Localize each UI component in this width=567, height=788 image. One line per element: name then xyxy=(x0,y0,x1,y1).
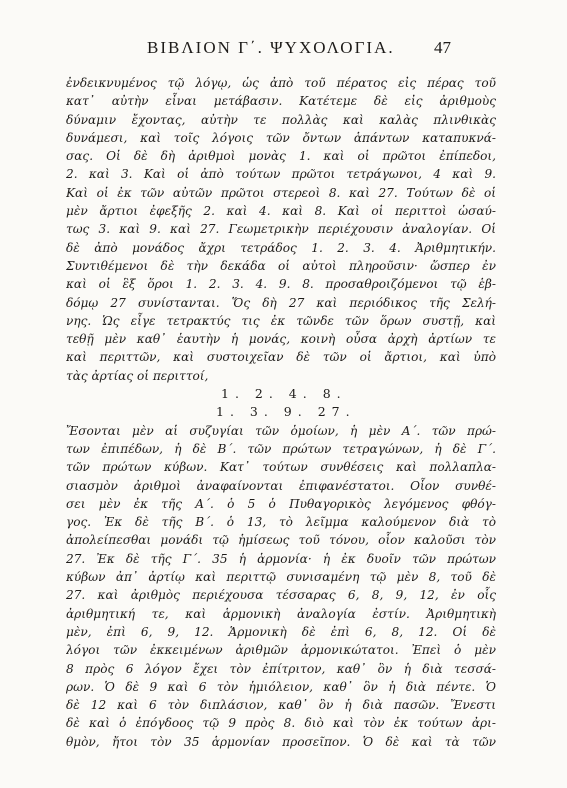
text-line: καὶ περιττῶν, καὶ συστοιχεῖαν δὲ τῶν οἱ ἄρτιοι, καὶ ὑπὸ xyxy=(66,350,496,365)
text-line: θμὸν, ἤτοι τὸν 35 ἁρμονίαν προσεῖπον. Ὁ δὲ καὶ τὰ τῶν xyxy=(66,734,496,749)
page-number: 47 xyxy=(434,38,451,57)
text-line: σας. Οἱ δὲ δὴ ἀριθμοὶ μονὰς 1. καὶ οἱ πρῶτοι ἐπίπεδοι, xyxy=(66,149,496,164)
page-header xyxy=(0,38,567,62)
text-line: τὰς ἀρτίας οἱ περιττοί, xyxy=(66,368,209,383)
text-line: 2. καὶ 3. Καὶ οἱ ἀπὸ τούτων πρῶτοι τετράγωνοι, 4 καὶ 9. xyxy=(66,167,496,182)
text-line: κατ᾽ αὐτὴν εἶναι μετάβασιν. Κατέτεμε δὲ εἰς ἀριθμοὺς xyxy=(66,94,496,109)
text-line: μὲν ἄρτιοι ἐφεξῆς 2. καὶ 4. καὶ 8. Καὶ οἱ περιττοὶ ὡσαύ- xyxy=(66,204,496,219)
text-line: σει μὲν ἐκ τῆς Α΄. ὁ 5 ὁ Πυθαγορικὸς λεγόμενος φθόγ- xyxy=(66,496,496,511)
text-line: δὲ καὶ ὁ ἐπόγδοος τῷ 9 πρὸς 8. διὸ καὶ τὸν ἐκ τούτων ἀρι- xyxy=(66,716,496,731)
text-line: 8 πρὸς 6 λόγον ἔχει τὸν ἐπίτριτον, καθ᾽ ὃν ἡ διὰ τεσσά- xyxy=(66,661,496,676)
text-line: γος. Ἐκ δὲ τῆς Β΄. ὁ 13, τὸ λεῖμμα καλούμενον διὰ τὸ xyxy=(66,515,496,530)
text-line: τως 3. καὶ 9. καὶ 27. Γεωμετρικὴν περιέχουσιν ἀναλογίαν. Οἱ xyxy=(66,222,496,237)
text-line: δύναμιν ἔχοντας, αὐτὴν τε πολλὰς καὶ καλὰς πλινθικὰς xyxy=(66,112,496,127)
paragraph-1 xyxy=(66,74,496,385)
text-line: κύβων ἀπ᾽ ἀρτίῳ καὶ περιττῷ συνισαμένη τῷ μὲν 8, τοῦ δὲ xyxy=(66,570,496,585)
number-table xyxy=(66,385,496,422)
text-line: δόμῳ 27 συνίστανται. Ὅς δὴ 27 καὶ περιόδικος τῆς Σελή- xyxy=(66,295,496,310)
text-line: ἀριθμητική τε, καὶ ἁρμονικὴ ἀναλογία ἐστίν. Ἀριθμητικὴ xyxy=(66,606,496,621)
text-line: Συντιθέμενοι δὲ τὴν δεκάδα οἱ αὐτοὶ πληροῦσιν· ὥσπερ ἐν xyxy=(66,258,496,273)
text-line: ἐνδεικνυμένος τῷ λόγῳ, ὡς ἀπὸ τοῦ πέρατος εἰς πέρας τοῦ xyxy=(66,76,496,90)
text-line: Ἔσονται μὲν αἱ συζυγίαι τῶν ὁμοίων, ἡ μὲν Α΄. τῶν πρώ- xyxy=(66,423,496,438)
text-line: σιασμὸν ἀριθμοὶ ἀναφαίνονται ἐπιφανέστατοι. Οἷον συνθέ- xyxy=(66,478,496,493)
text-line: 27. καὶ ἀριθμὸς περιέχουσα τέσσαρας 6, 8, 9, 12, ἐν οἷς xyxy=(66,588,496,603)
number-row-odd: 1. 3. 9. 27. xyxy=(216,404,356,420)
text-line: καὶ οἱ ἓξ ὅροι 1. 2. 3. 4. 9. 8. προσαθροιζόμενοι τῷ ἑβ- xyxy=(66,277,496,292)
text-line: ἀπολείπεσθαι μονάδι τῷ ἡμίσεως τοῦ τόνου, οἷον καλοῦσι τὸν xyxy=(66,533,496,548)
paragraph-2 xyxy=(66,422,496,751)
text-line: Καὶ οἱ ἐκ τῶν αὐτῶν πρῶτοι στερεοὶ 8. καὶ 27. Τούτων δὲ οἱ xyxy=(66,185,496,200)
text-line: νης. Ὡς εἶγε τετρακτύς τις ἐκ τῶνδε τῶν ὅρων συστῇ, καὶ xyxy=(66,313,496,328)
running-head: ΒΙΒΛΙΟΝ Γ΄. ΨΥΧΟΛΟΓΙΑ. xyxy=(147,38,395,57)
text-line: μὲν, ἐπὶ 6, 9, 12. Ἁρμονικὴ δὲ ἐπὶ 6, 8, 12. Οἱ δὲ xyxy=(66,624,496,639)
text-line: 27. Ἐκ δὲ τῆς Γ΄. 35 ἡ ἁρμονία· ἡ ἐκ δυοῖν τῶν πρώτων xyxy=(66,551,496,566)
text-line: ρων. Ὁ δὲ 9 καὶ 6 τὸν ἡμιόλειον, καθ᾽ ὃν ἡ διὰ πέντε. Ὁ xyxy=(66,679,496,694)
text-line: δυνάμεσι, καὶ τοῖς λόγοις τῶν ὄντων ἁπάντων καταπυκνά- xyxy=(66,130,496,145)
text-line: δὲ ἀπὸ μονάδος ἄχρι τετράδος 1. 2. 3. 4. Ἀριθμητικήν. xyxy=(66,240,496,255)
text-block xyxy=(66,74,496,751)
text-line: δὲ 12 καὶ 6 τὸν διπλάσιον, καθ᾽ ὃν ἡ διὰ πασῶν. Ἔνεστι xyxy=(66,698,496,713)
text-line: των ἐπιπέδων, ἡ δὲ Β΄. τῶν πρώτων τετραγώνων, ἡ δὲ Γ΄. xyxy=(66,441,496,456)
number-row-even: 1. 2. 4. 8. xyxy=(221,386,347,402)
text-line: λόγοι τῶν ἐκκειμένων ἀριθμῶν ἁρμονικώτατοι. Ἐπεὶ ὁ μὲν xyxy=(66,643,496,658)
text-line: τῶν πρώτων κύβων. Κατ᾽ τούτων συνθέσεις καὶ πολλαπλα- xyxy=(66,460,496,475)
text-line: τεθῇ μὲν καθ᾽ ἑαυτὴν ἡ μονάς, κοινὴ οὖσα ἀρχὴ ἀρτίων τε xyxy=(66,332,496,347)
